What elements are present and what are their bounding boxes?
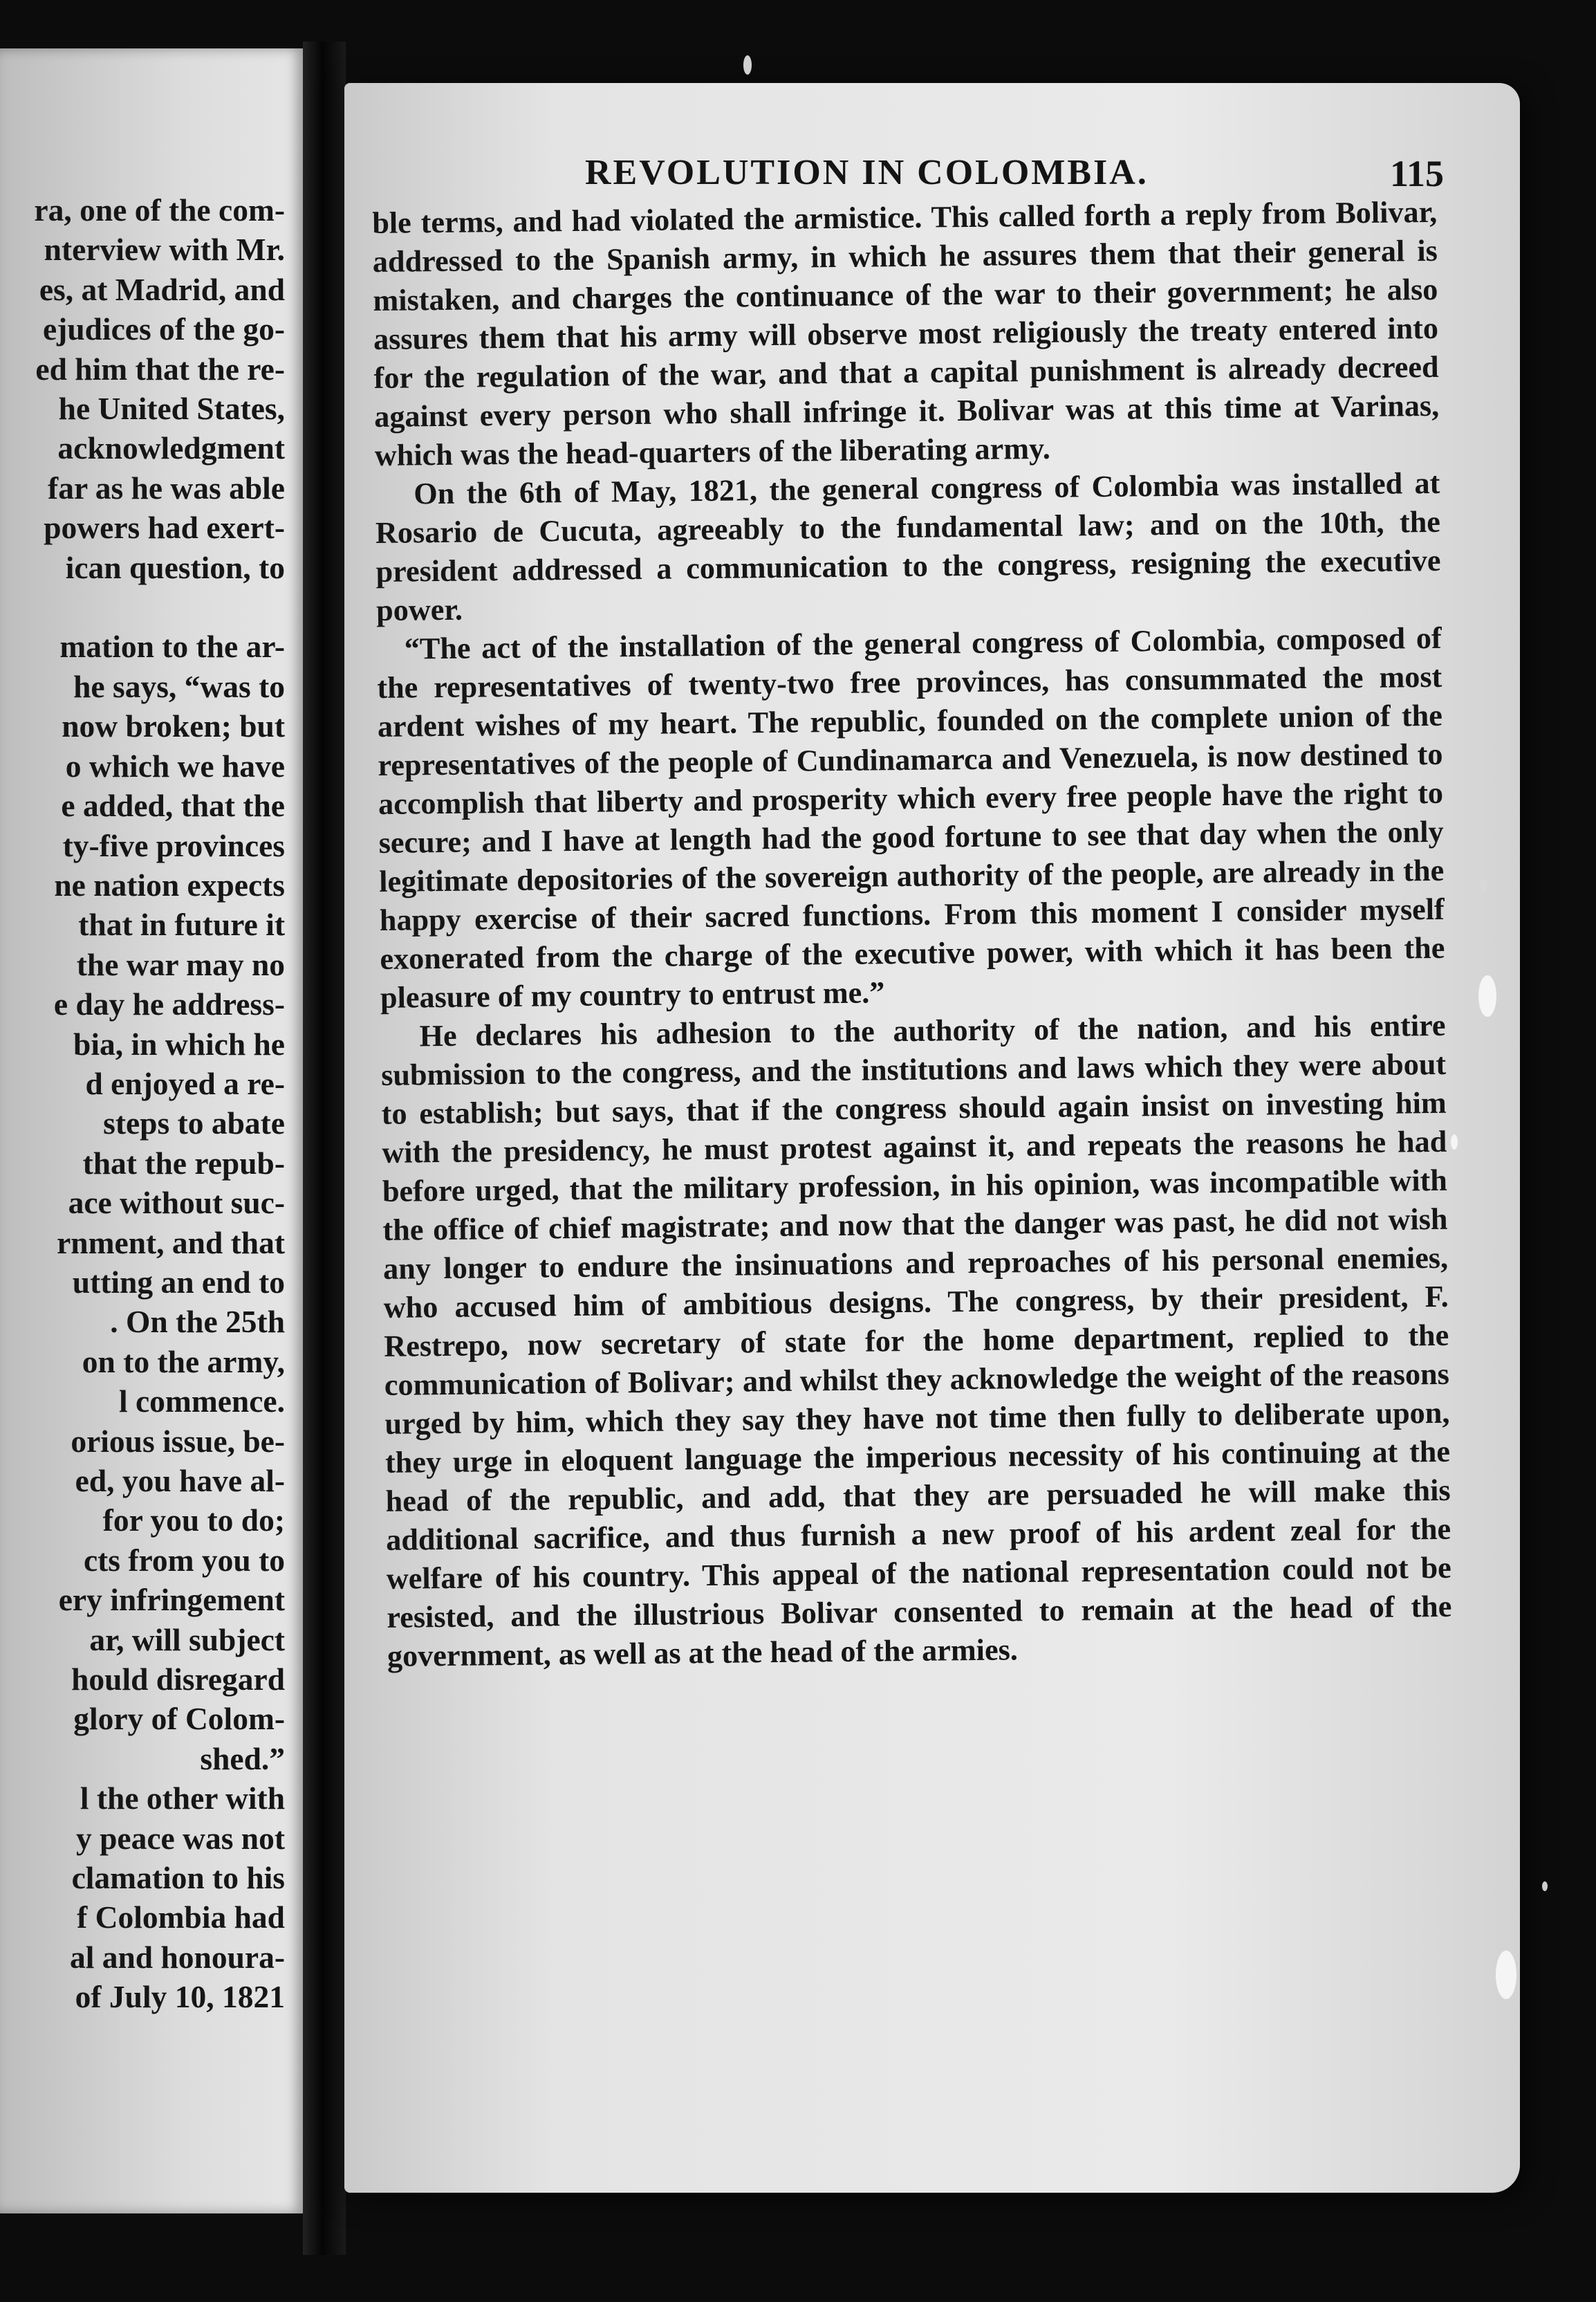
left-page-line: l the other with bbox=[80, 1780, 285, 1816]
left-page-line bbox=[0, 587, 285, 627]
left-page-line: orious issue, be- bbox=[71, 1423, 285, 1459]
left-page-line: hould disregard bbox=[71, 1661, 285, 1697]
left-page-line: that the repub- bbox=[82, 1145, 285, 1181]
left-page-line: glory of Colom- bbox=[73, 1701, 285, 1737]
left-page-line: ra, one of the com- bbox=[34, 192, 285, 228]
left-page-line: e added, that the bbox=[61, 788, 285, 824]
left-page-line: y peace was not bbox=[75, 1820, 285, 1856]
paragraph-1: ble terms, and had violated the armistice. This called forth a reply from Bolivar, addressed to the Spanish army, in which he assures them that their general is mistaken, and charges the continuance of the war to their government; he also assures them that his army will observe most religiously the treaty entered into for the regulation of the war, and that a capital punishment is already decreed against every person who shall infringe it. Bolivar was at this time at Varinas, which was the head-quarters of the liberating army. bbox=[372, 194, 1440, 472]
left-page-line: ed him that the re- bbox=[35, 351, 285, 387]
left-page-line: he says, “was to bbox=[73, 668, 285, 704]
left-page-line: he United States, bbox=[58, 391, 285, 427]
left-page-line: ery infringement bbox=[58, 1582, 285, 1618]
left-page bbox=[0, 48, 304, 2213]
left-page-line: on to the army, bbox=[82, 1343, 285, 1379]
left-page-line: powers had exert- bbox=[44, 510, 285, 546]
left-page-line: d enjoyed a re- bbox=[85, 1065, 285, 1101]
left-page-line: e day he address- bbox=[53, 986, 285, 1022]
left-page-line: ed, you have al- bbox=[75, 1463, 285, 1498]
film-scratch bbox=[743, 55, 752, 75]
running-head: REVOLUTION IN COLOMBIA. bbox=[585, 153, 1149, 192]
page-header bbox=[503, 152, 1444, 201]
left-page-line: shed.” bbox=[200, 1740, 285, 1776]
paragraph-4: He declares his adhesion to the authority of the nation, and his entire submission to the congress, and the institutions and laws which they were about to establish; but says, that if the congress should again insist on investing him with the presidency, he must protest against it, and repeats the reasons he had before urged, that the military profession, in his opinion, was incompatible with the office of chief magistrate; and now that the danger was past, he did not wish any longer to endure the insinuations and reproaches of his personal enemies, who accused him of ambitious designs. The congress, by their president, F. Restrepo, now secretary of state for the home department, replied to the communication of Bolivar; and whilst they acknowledge the weight of the reasons urged by him, which they say they have not time then fully to deliberate upon, they urge in eloquent language the imperious necessity of his continuing at the head of the republic, and add, that they are persuaded he will make this additional sacrifice, and thus furnish a new proof of his ardent zeal for the welfare of his country. This appeal of the national representation could not be resisted, and the illustrious Bolivar consented to remain at the head of the government, as well as at the head of the armies. bbox=[380, 1008, 1452, 1673]
page-number: 115 bbox=[1389, 153, 1444, 194]
left-page-line: bia, in which he bbox=[73, 1026, 285, 1062]
page-body bbox=[372, 193, 1452, 1676]
left-page-line: ne nation expects bbox=[54, 867, 285, 903]
film-scratch bbox=[1480, 878, 1487, 891]
left-page-line: now broken; but bbox=[62, 708, 285, 744]
left-page-line: ican question, to bbox=[65, 549, 285, 585]
left-page-line: ar, will subject bbox=[89, 1621, 285, 1657]
left-page-line: l commence. bbox=[118, 1383, 285, 1419]
left-page-line: utting an end to bbox=[72, 1264, 285, 1300]
paragraph-2: On the 6th of May, 1821, the general congress of Colombia was installed at Rosario de Cucuta, agreeably to the fundamental law; and on the 10th, the president addressed a communication to the congress, resigning the executive power. bbox=[375, 466, 1441, 627]
left-page-line: cts from you to bbox=[83, 1542, 285, 1578]
left-page-line: nterview with Mr. bbox=[44, 232, 285, 268]
left-page-text bbox=[0, 190, 285, 2017]
left-page-line: ty-five provinces bbox=[62, 827, 285, 863]
film-scratch bbox=[1542, 1881, 1548, 1891]
left-page-line: rnment, and that bbox=[57, 1224, 285, 1260]
paper-blemish bbox=[1451, 1134, 1458, 1150]
left-page-line: for you to do; bbox=[102, 1502, 285, 1538]
right-page bbox=[344, 83, 1520, 2193]
left-page-line: the war may no bbox=[76, 946, 285, 982]
left-page-line: that in future it bbox=[78, 907, 285, 943]
paper-blemish bbox=[1478, 975, 1496, 1017]
left-page-line: es, at Madrid, and bbox=[39, 271, 285, 307]
paper-blemish bbox=[1496, 1951, 1516, 1999]
paragraph-quote: “The act of the installation of the general congress of Colombia, composed of the representatives of twenty-two free provinces, has consummated the most ardent wishes of my heart. The republic, founded on the complete union of the representatives of the people of Cundinamarca and Venezuela, is now destined to accomplish that liberty and prosperity which every free people have the right to secure; and I have at length had the good fortune to see that day when the only legitimate depositories of the sovereign authority of the people, are already in the happy exercise of their sacred functions. From this moment I consider myself exonerated from the charge of the executive power, with which it has been the pleasure of my country to entrust me.” bbox=[377, 620, 1445, 1015]
left-page-line: steps to abate bbox=[103, 1105, 285, 1141]
left-page-line: al and honoura- bbox=[69, 1939, 285, 1975]
left-page-line: far as he was able bbox=[48, 470, 285, 506]
left-page-line: ace without suc- bbox=[68, 1185, 285, 1221]
left-page-line: of July 10, 1821 bbox=[75, 1979, 285, 2015]
left-page-line: mation to the ar- bbox=[59, 629, 285, 665]
left-page-line: ejudices of the go- bbox=[42, 311, 285, 347]
book-gutter bbox=[303, 42, 346, 2255]
left-page-line: acknowledgment bbox=[57, 430, 285, 466]
left-page-line: clamation to his bbox=[71, 1860, 285, 1896]
left-page-line: . On the 25th bbox=[110, 1304, 285, 1340]
left-page-line: f Colombia had bbox=[77, 1899, 285, 1935]
left-page-line: o which we have bbox=[65, 748, 285, 784]
